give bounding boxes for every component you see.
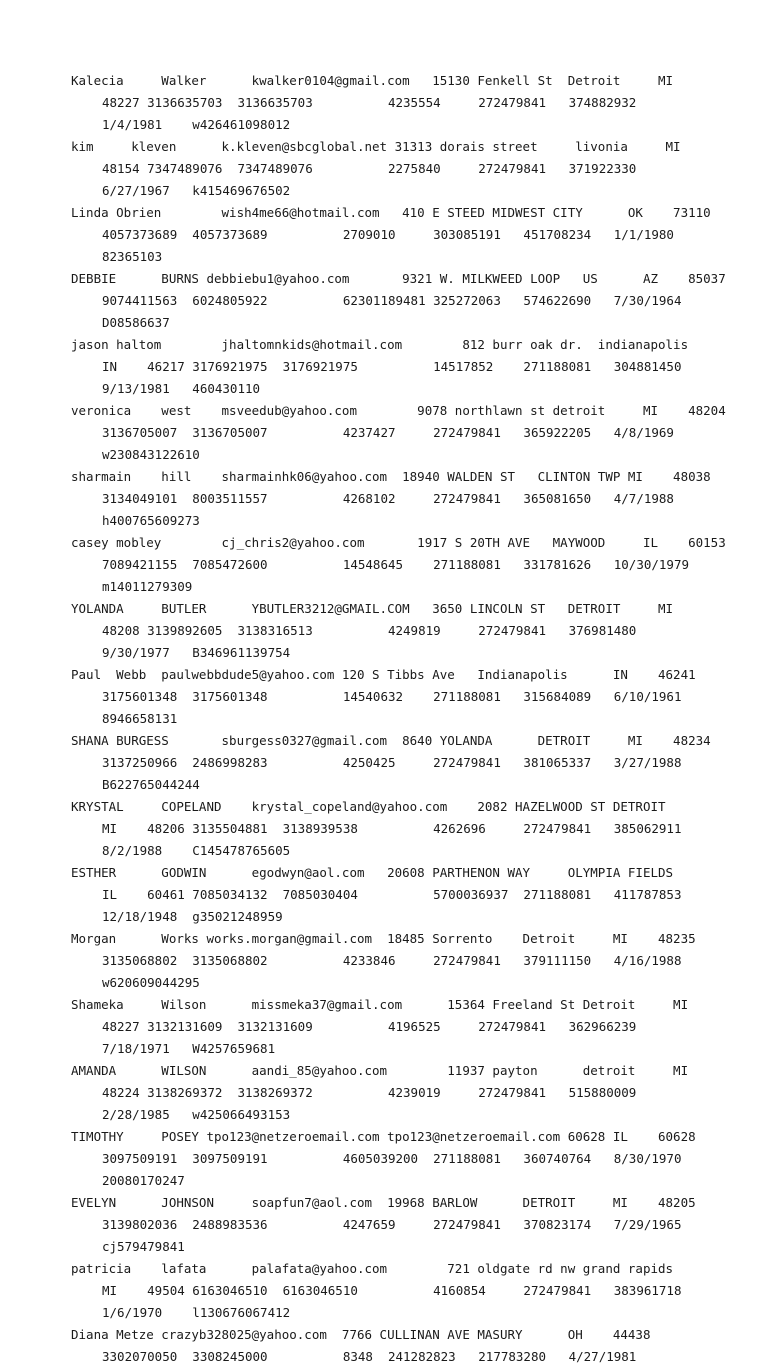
record-line-continuation: 3097509191 3097509191 4605039200 271188081 360740764 8/30/1970: [102, 1151, 682, 1166]
record-line-continuation: 3134049101 8003511557 4268102 272479841 365081650 4/7/1988: [102, 491, 674, 506]
record-line-continuation: IN 46217 3176921975 3176921975 14517852 271188081 304881450: [102, 359, 682, 374]
record-line-continuation: 3302070050 3308245000 8348 241282823 217783280 4/27/1981: [102, 1349, 637, 1364]
record-line-continuation: 4057373689 4057373689 2709010 303085191 451708234 1/1/1980: [102, 227, 674, 242]
record-line-first: Linda Obrien wish4me66@hotmail.com 410 E STEED MIDWEST CITY OK 73110: [71, 205, 711, 220]
record-line-continuation: D08586637: [102, 315, 170, 330]
record-line-continuation: 3135068802 3135068802 4233846 272479841 379111150 4/16/1988: [102, 953, 682, 968]
record-line-continuation: 48227 3136635703 3136635703 4235554 272479841 374882932: [102, 95, 637, 110]
record-line-continuation: MI 49504 6163046510 6163046510 4160854 272479841 383961718: [102, 1283, 682, 1298]
record-line-continuation: MI 48206 3135504881 3138939538 4262696 272479841 385062911: [102, 821, 682, 836]
record-line-continuation: 1/6/1970 l130676067412: [102, 1305, 291, 1320]
record-line-continuation: 7089421155 7085472600 14548645 271188081 331781626 10/30/1979: [102, 557, 689, 572]
record-line-continuation: w230843122610: [102, 447, 200, 462]
record-line-first: Shameka Wilson missmeka37@gmail.com 15364 Freeland St Detroit MI: [71, 997, 689, 1012]
record-line-continuation: B622765044244: [102, 777, 200, 792]
record-line-continuation: 9/30/1977 B346961139754: [102, 645, 291, 660]
record-line-first: casey mobley cj_chris2@yahoo.com 1917 S 20TH AVE MAYWOOD IL 60153: [71, 535, 726, 550]
record-line-continuation: 12/18/1948 g35021248959: [102, 909, 283, 924]
record-line-first: SHANA BURGESS sburgess0327@gmail.com 8640 YOLANDA DETROIT MI 48234: [71, 733, 711, 748]
record-line-continuation: 3137250966 2486998283 4250425 272479841 381065337 3/27/1988: [102, 755, 682, 770]
record-line-first: kim kleven k.kleven@sbcglobal.net 31313 dorais street livonia MI: [71, 139, 681, 154]
record-line-continuation: 48224 3138269372 3138269372 4239019 272479841 515880009: [102, 1085, 637, 1100]
record-line-first: KRYSTAL COPELAND krystal_copeland@yahoo.com 2082 HAZELWOOD ST DETROIT: [71, 799, 666, 814]
record-line-first: Kalecia Walker kwalker0104@gmail.com 15130 Fenkell St Detroit MI: [71, 73, 674, 88]
record-line-continuation: 1/4/1981 w426461098012: [102, 117, 291, 132]
record-line-continuation: 9074411563 6024805922 62301189481 325272063 574622690 7/30/1964: [102, 293, 682, 308]
record-line-continuation: 20080170247: [102, 1173, 185, 1188]
record-line-first: sharmain hill sharmainhk06@yahoo.com 18940 WALDEN ST CLINTON TWP MI 48038: [71, 469, 711, 484]
record-line-continuation: 3175601348 3175601348 14540632 271188081 315684089 6/10/1961: [102, 689, 682, 704]
record-line-continuation: 2/28/1985 w425066493153: [102, 1107, 291, 1122]
record-line-continuation: m14011279309: [102, 579, 193, 594]
record-line-continuation: 48208 3139892605 3138316513 4249819 272479841 376981480: [102, 623, 637, 638]
record-line-continuation: 9/13/1981 460430110: [102, 381, 261, 396]
record-line-continuation: h400765609273: [102, 513, 200, 528]
record-line-first: jason haltom jhaltomnkids@hotmail.com 812 burr oak dr. indianapolis: [71, 337, 689, 352]
record-line-continuation: 8/2/1988 C145478765605: [102, 843, 291, 858]
record-line-continuation: IL 60461 7085034132 7085030404 5700036937 271188081 411787853: [102, 887, 682, 902]
record-line-continuation: 7/18/1971 W4257659681: [102, 1041, 276, 1056]
record-line-continuation: 3136705007 3136705007 4237427 272479841 365922205 4/8/1969: [102, 425, 674, 440]
record-line-continuation: 48154 7347489076 7347489076 2275840 272479841 371922330: [102, 161, 637, 176]
record-line-first: DEBBIE BURNS debbiebu1@yahoo.com 9321 W. MILKWEED LOOP US AZ 85037: [71, 271, 726, 286]
record-line-continuation: 6/27/1967 k415469676502: [102, 183, 291, 198]
record-line-first: ESTHER GODWIN egodwyn@aol.com 20608 PARTHENON WAY OLYMPIA FIELDS: [71, 865, 674, 880]
record-line-first: AMANDA WILSON aandi_85@yahoo.com 11937 payton detroit MI: [71, 1063, 689, 1078]
record-line-first: patricia lafata palafata@yahoo.com 721 oldgate rd nw grand rapids: [71, 1261, 674, 1276]
record-line-continuation: w620609044295: [102, 975, 200, 990]
record-line-first: veronica west msveedub@yahoo.com 9078 northlawn st detroit MI 48204: [71, 403, 726, 418]
record-line-continuation: 48227 3132131609 3132131609 4196525 272479841 362966239: [102, 1019, 637, 1034]
record-line-first: Diana Metze crazyb328025@yahoo.com 7766 CULLINAN AVE MASURY OH 44438: [71, 1327, 651, 1342]
record-line-continuation: 82365103: [102, 249, 163, 264]
record-line-first: Morgan Works works.morgan@gmail.com 18485 Sorrento Detroit MI 48235: [71, 931, 696, 946]
record-line-first: YOLANDA BUTLER YBUTLER3212@GMAIL.COM 3650 LINCOLN ST DETROIT MI: [71, 601, 674, 616]
record-line-continuation: 3139802036 2488983536 4247659 272479841 370823174 7/29/1965: [102, 1217, 682, 1232]
record-line-continuation: cj579479841: [102, 1239, 185, 1254]
record-line-first: TIMOTHY POSEY tpo123@netzeroemail.com tpo123@netzeroemail.com 60628 IL 60628: [71, 1129, 696, 1144]
record-line-first: Paul Webb paulwebbdude5@yahoo.com 120 S Tibbs Ave Indianapolis IN 46241: [71, 667, 696, 682]
record-line-continuation: 8946658131: [102, 711, 178, 726]
record-line-first: EVELYN JOHNSON soapfun7@aol.com 19968 BARLOW DETROIT MI 48205: [71, 1195, 696, 1210]
